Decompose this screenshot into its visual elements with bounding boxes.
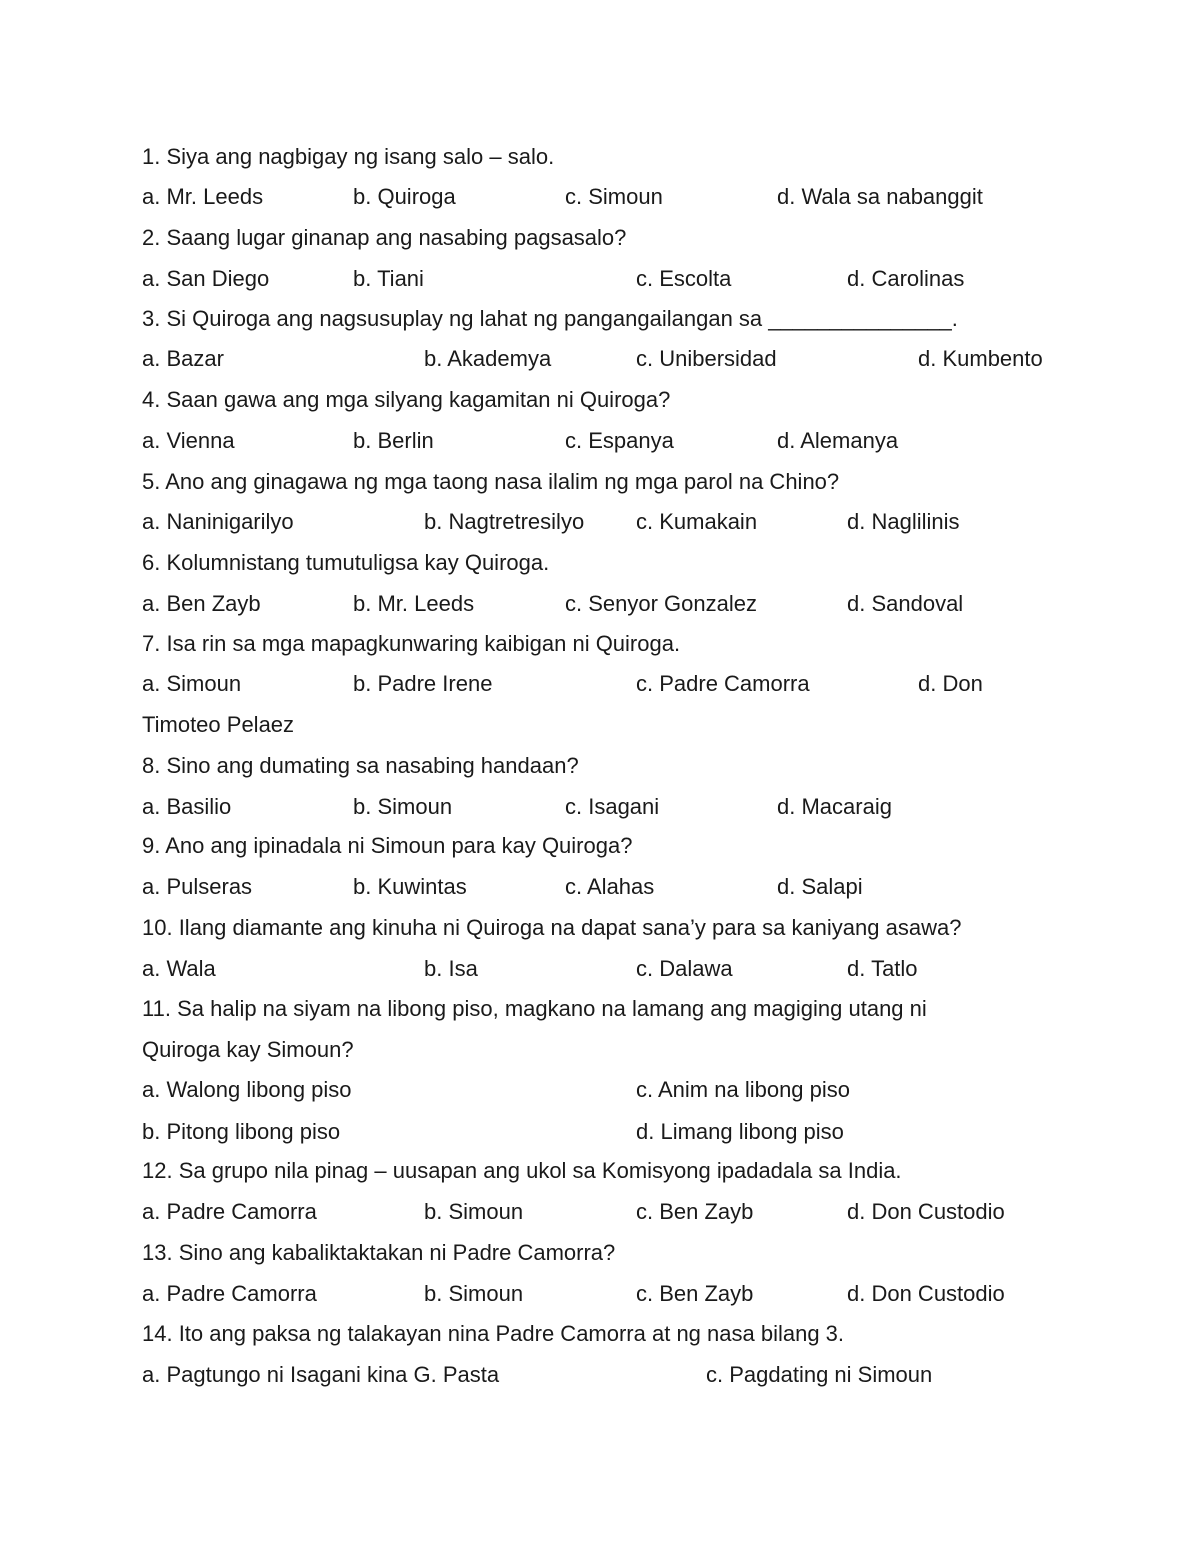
question-text: 8. Sino ang dumating sa nasabing handaan? bbox=[142, 753, 579, 778]
question-3 bbox=[142, 306, 1142, 332]
option-a: a. Bazar bbox=[142, 346, 224, 371]
question-text: 6. Kolumnistang tumutuligsa kay Quiroga. bbox=[142, 550, 550, 575]
question-11-options bbox=[142, 1077, 1142, 1103]
option-c: c. Ben Zayb bbox=[636, 1199, 754, 1224]
question-text: 13. Sino ang kabaliktaktakan ni Padre Camorra? bbox=[142, 1240, 616, 1265]
question-7-options-wrap bbox=[142, 712, 1142, 738]
question-2-options bbox=[142, 266, 1142, 292]
question-12 bbox=[142, 1158, 1142, 1184]
question-text: 12. Sa grupo nila pinag – uusapan ang ukol sa Komisyong ipadadala sa India. bbox=[142, 1158, 902, 1183]
option-d: d. Don bbox=[918, 671, 983, 696]
option-a: a. Naninigarilyo bbox=[142, 509, 294, 534]
option-c: c. Alahas bbox=[565, 874, 655, 899]
option-b: b. Pitong libong piso bbox=[142, 1119, 341, 1144]
question-text: 1. Siya ang nagbigay ng isang salo – salo. bbox=[142, 144, 555, 169]
option-b: b. Simoun bbox=[424, 1281, 524, 1306]
question-8-options bbox=[142, 794, 1142, 820]
option-d: d. Don Custodio bbox=[847, 1281, 1005, 1306]
option-a: a. Mr. Leeds bbox=[142, 184, 264, 209]
question-5 bbox=[142, 469, 1142, 495]
question-10-options bbox=[142, 956, 1142, 982]
option-b: b. Quiroga bbox=[353, 184, 456, 209]
question-13-options bbox=[142, 1281, 1142, 1307]
option-b: b. Isa bbox=[424, 956, 478, 981]
option-a: a. Padre Camorra bbox=[142, 1199, 317, 1224]
option-d: d. Salapi bbox=[777, 874, 863, 899]
question-9 bbox=[142, 833, 1142, 859]
option-a: a. Wala bbox=[142, 956, 216, 981]
option-b: b. Kuwintas bbox=[353, 874, 467, 899]
question-14 bbox=[142, 1321, 1142, 1347]
question-text: 10. Ilang diamante ang kinuha ni Quiroga na dapat sana’y para sa kaniyang asawa? bbox=[142, 915, 962, 940]
question-13 bbox=[142, 1240, 1142, 1266]
option-d: d. Limang libong piso bbox=[636, 1119, 844, 1144]
option-a: a. Pulseras bbox=[142, 874, 253, 899]
option-d: d. Naglilinis bbox=[847, 509, 960, 534]
question-4 bbox=[142, 387, 1142, 413]
option-c: c. Kumakain bbox=[636, 509, 758, 534]
question-11-options-2 bbox=[142, 1119, 1142, 1145]
option-c: c. Dalawa bbox=[636, 956, 733, 981]
question-text: 11. Sa halip na siyam na libong piso, magkano na lamang ang magiging utang ni bbox=[142, 996, 927, 1021]
option-c: c. Padre Camorra bbox=[636, 671, 810, 696]
question-6 bbox=[142, 550, 1142, 576]
option-d-continued: Timoteo Pelaez bbox=[142, 712, 295, 737]
option-b: b. Mr. Leeds bbox=[353, 591, 475, 616]
option-d: d. Alemanya bbox=[777, 428, 899, 453]
option-d: d. Carolinas bbox=[847, 266, 965, 291]
option-c: c. Unibersidad bbox=[636, 346, 777, 371]
option-b: b. Tiani bbox=[353, 266, 424, 291]
option-c: c. Ben Zayb bbox=[636, 1281, 754, 1306]
question-11 bbox=[142, 996, 1142, 1022]
option-d: d. Macaraig bbox=[777, 794, 892, 819]
option-d: d. Wala sa nabanggit bbox=[777, 184, 983, 209]
option-a: a. Basilio bbox=[142, 794, 232, 819]
question-12-options bbox=[142, 1199, 1142, 1225]
question-6-options bbox=[142, 591, 1142, 617]
option-d: d. Tatlo bbox=[847, 956, 918, 981]
option-a: a. Padre Camorra bbox=[142, 1281, 317, 1306]
question-5-options bbox=[142, 509, 1142, 535]
question-text-continued: Quiroga kay Simoun? bbox=[142, 1037, 354, 1062]
question-1-options bbox=[142, 184, 1142, 210]
option-b: b. Akademya bbox=[424, 346, 552, 371]
question-10 bbox=[142, 915, 1142, 941]
question-9-options bbox=[142, 874, 1142, 900]
option-a: a. Pagtungo ni Isagani kina G. Pasta bbox=[142, 1362, 500, 1387]
option-a: a. San Diego bbox=[142, 266, 270, 291]
option-a: a. Vienna bbox=[142, 428, 235, 453]
option-b: b. Simoun bbox=[424, 1199, 524, 1224]
option-d: d. Kumbento bbox=[918, 346, 1043, 371]
option-b: b. Nagtretresilyo bbox=[424, 509, 585, 534]
question-3-options bbox=[142, 346, 1142, 372]
question-2 bbox=[142, 225, 1142, 251]
option-a: a. Simoun bbox=[142, 671, 242, 696]
question-text: 7. Isa rin sa mga mapagkunwaring kaibigan ni Quiroga. bbox=[142, 631, 681, 656]
question-7-options bbox=[142, 671, 1142, 697]
option-a: a. Ben Zayb bbox=[142, 591, 261, 616]
option-d: d. Sandoval bbox=[847, 591, 964, 616]
question-text: 4. Saan gawa ang mga silyang kagamitan ni Quiroga? bbox=[142, 387, 671, 412]
question-8 bbox=[142, 753, 1142, 779]
option-c: c. Escolta bbox=[636, 266, 732, 291]
option-c: c. Anim na libong piso bbox=[636, 1077, 851, 1102]
question-text: 14. Ito ang paksa ng talakayan nina Padre Camorra at ng nasa bilang 3. bbox=[142, 1321, 845, 1346]
option-c: c. Simoun bbox=[565, 184, 663, 209]
question-text: 9. Ano ang ipinadala ni Simoun para kay Quiroga? bbox=[142, 833, 633, 858]
option-a: a. Walong libong piso bbox=[142, 1077, 352, 1102]
option-c: c. Isagani bbox=[565, 794, 660, 819]
option-d: d. Don Custodio bbox=[847, 1199, 1005, 1224]
option-c: c. Pagdating ni Simoun bbox=[706, 1362, 933, 1387]
question-7 bbox=[142, 631, 1142, 657]
question-text: 2. Saang lugar ginanap ang nasabing pagsasalo? bbox=[142, 225, 627, 250]
option-b: b. Berlin bbox=[353, 428, 434, 453]
question-text: 3. Si Quiroga ang nagsusuplay ng lahat ng pangangailangan sa _______________. bbox=[142, 306, 958, 331]
option-b: b. Simoun bbox=[353, 794, 453, 819]
question-11-continued bbox=[142, 1037, 1142, 1063]
option-c: c. Senyor Gonzalez bbox=[565, 591, 757, 616]
question-14-options bbox=[142, 1362, 1142, 1388]
question-1 bbox=[142, 144, 1142, 170]
option-c: c. Espanya bbox=[565, 428, 674, 453]
question-text: 5. Ano ang ginagawa ng mga taong nasa ilalim ng mga parol na Chino? bbox=[142, 469, 840, 494]
option-b: b. Padre Irene bbox=[353, 671, 493, 696]
question-4-options bbox=[142, 428, 1142, 454]
